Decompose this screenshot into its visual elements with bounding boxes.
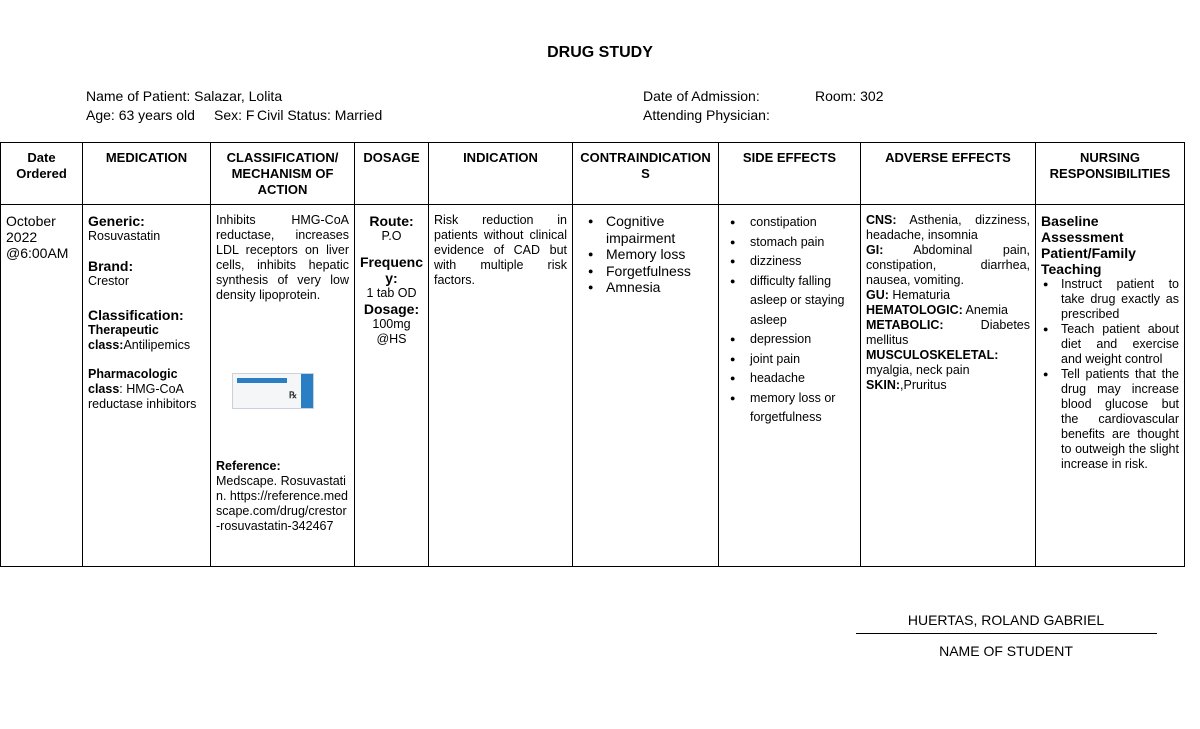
list-item: ● Cognitive impairment xyxy=(578,213,713,246)
pharmacologic-class-value: : HMG-CoA reductase inhibitors xyxy=(88,382,197,411)
adverse-hematologic: HEMATOLOGIC: Anemia xyxy=(866,303,1008,317)
list-item: ● Amnesia xyxy=(578,279,713,296)
dosage-value: 100mg @HS xyxy=(372,317,411,346)
col-side-effects: SIDE EFFECTS xyxy=(719,143,861,205)
list-item: ● dizziness xyxy=(724,252,855,272)
patient-name: Name of Patient: Salazar, Lolita xyxy=(86,88,283,104)
document-title: DRUG STUDY xyxy=(547,44,653,61)
cell-mechanism xyxy=(211,205,355,567)
table-row xyxy=(1,205,1185,567)
brand-name: Crestor xyxy=(88,274,129,288)
patient-sex: Sex: F xyxy=(214,107,255,123)
cell-contraindications xyxy=(573,205,719,567)
indication-text: Risk reduction in patients without clinical evidence of CAD but with multiple risk factors. xyxy=(434,213,567,287)
adverse-cns: CNS: Asthenia, dizziness, headache, insomnia xyxy=(866,213,1030,242)
reference-text: Medscape. Rosuvastatin. https://reference.medscape.com/drug/crestor-rosuvastatin-342467 xyxy=(216,474,349,533)
reference-label: Reference: xyxy=(216,459,281,473)
col-indication: INDICATION xyxy=(429,143,573,205)
attending-physician: Attending Physician: xyxy=(643,107,770,123)
cell-nursing xyxy=(1036,205,1185,567)
list-item: ● Tell patients that the drug may increase blood glucose but the cardiovascular benefits are thought to outweigh the slight increase in risk. xyxy=(1041,367,1179,472)
list-item: ● Instruct patient to take drug exactly as prescribed xyxy=(1041,277,1179,322)
list-item: ● headache xyxy=(724,369,855,389)
drug-study-table xyxy=(0,142,1185,567)
adverse-metabolic: METABOLIC: Diabetes mellitus xyxy=(866,318,1030,347)
list-item: ● Memory loss xyxy=(578,246,713,263)
col-date-ordered: Date Ordered xyxy=(1,143,83,205)
rx-icon: ℞ xyxy=(289,390,298,400)
route-value: P.O xyxy=(381,229,402,243)
pharmacologic-class-label: Pharmacologic class xyxy=(88,367,178,396)
list-item: ● stomach pain xyxy=(724,233,855,253)
table-header-row xyxy=(1,143,1185,205)
list-item: ● memory loss or forgetfulness xyxy=(724,389,855,428)
room-number: Room: 302 xyxy=(815,88,884,104)
col-nursing-responsibilities: NURSING RESPONSIBILITIES xyxy=(1036,143,1185,205)
col-dosage: DOSAGE xyxy=(355,143,429,205)
list-item: ● depression xyxy=(724,330,855,350)
mechanism-text: Inhibits HMG-CoA reductase, increases LDL receptors on liver cells, inhibits hepatic synthesis of very low density lipoprotein. xyxy=(216,213,349,302)
list-item: ● Forgetfulness xyxy=(578,263,713,280)
adverse-musculoskeletal: MUSCULOSKELETAL: myalgia, neck pain xyxy=(866,348,999,377)
nursing-heading: Baseline Assessment Patient/Family Teaching xyxy=(1041,213,1136,277)
patient-age: Age: 63 years old xyxy=(86,107,195,123)
col-classification: CLASSIFICATION/ MECHANISM OF ACTION xyxy=(211,143,355,205)
route-label: Route: xyxy=(369,213,414,229)
adverse-skin: SKIN:,Pruritus xyxy=(866,378,947,392)
col-contraindications: CONTRAINDICATIONS xyxy=(573,143,719,205)
list-item: ● constipation xyxy=(724,213,855,233)
generic-label: Generic: xyxy=(88,213,145,229)
generic-name: Rosuvastatin xyxy=(88,229,161,243)
cell-side-effects xyxy=(719,205,861,567)
drug-package-image xyxy=(232,373,314,409)
cell-adverse-effects xyxy=(861,205,1036,567)
therapeutic-class-value: Antilipemics xyxy=(123,338,191,352)
signature-line xyxy=(856,633,1157,634)
frequency-label: Frequency: xyxy=(360,254,424,286)
list-item: ● joint pain xyxy=(724,350,855,370)
date-ordered-value: October 2022 @6:00AM xyxy=(6,213,69,261)
student-name-caption: NAME OF STUDENT xyxy=(939,643,1073,659)
patient-civil-status: Civil Status: Married xyxy=(257,107,383,123)
frequency-value: 1 tab OD xyxy=(366,286,417,300)
adverse-gi: GI: Abdominal pain, constipation, diarrhea, nausea, vomiting. xyxy=(866,243,1030,287)
cell-dosage xyxy=(355,205,429,567)
cell-indication xyxy=(429,205,573,567)
col-medication: MEDICATION xyxy=(83,143,211,205)
brand-label: Brand: xyxy=(88,258,134,274)
list-item: ● Teach patient about diet and exercise and weight control xyxy=(1041,322,1179,367)
classification-label: Classification: xyxy=(88,307,184,323)
adverse-gu: GU: Hematuria xyxy=(866,288,951,302)
dosage-label: Dosage: xyxy=(363,301,420,317)
cell-date xyxy=(1,205,83,567)
date-of-admission: Date of Admission: xyxy=(643,88,760,104)
student-name: HUERTAS, ROLAND GABRIEL xyxy=(907,612,1105,628)
therapeutic-class-label: Therapeutic class: xyxy=(88,323,159,352)
cell-medication xyxy=(83,205,211,567)
list-item: ● difficulty falling asleep or staying asleep xyxy=(724,272,855,331)
col-adverse-effects: ADVERSE EFFECTS xyxy=(861,143,1036,205)
